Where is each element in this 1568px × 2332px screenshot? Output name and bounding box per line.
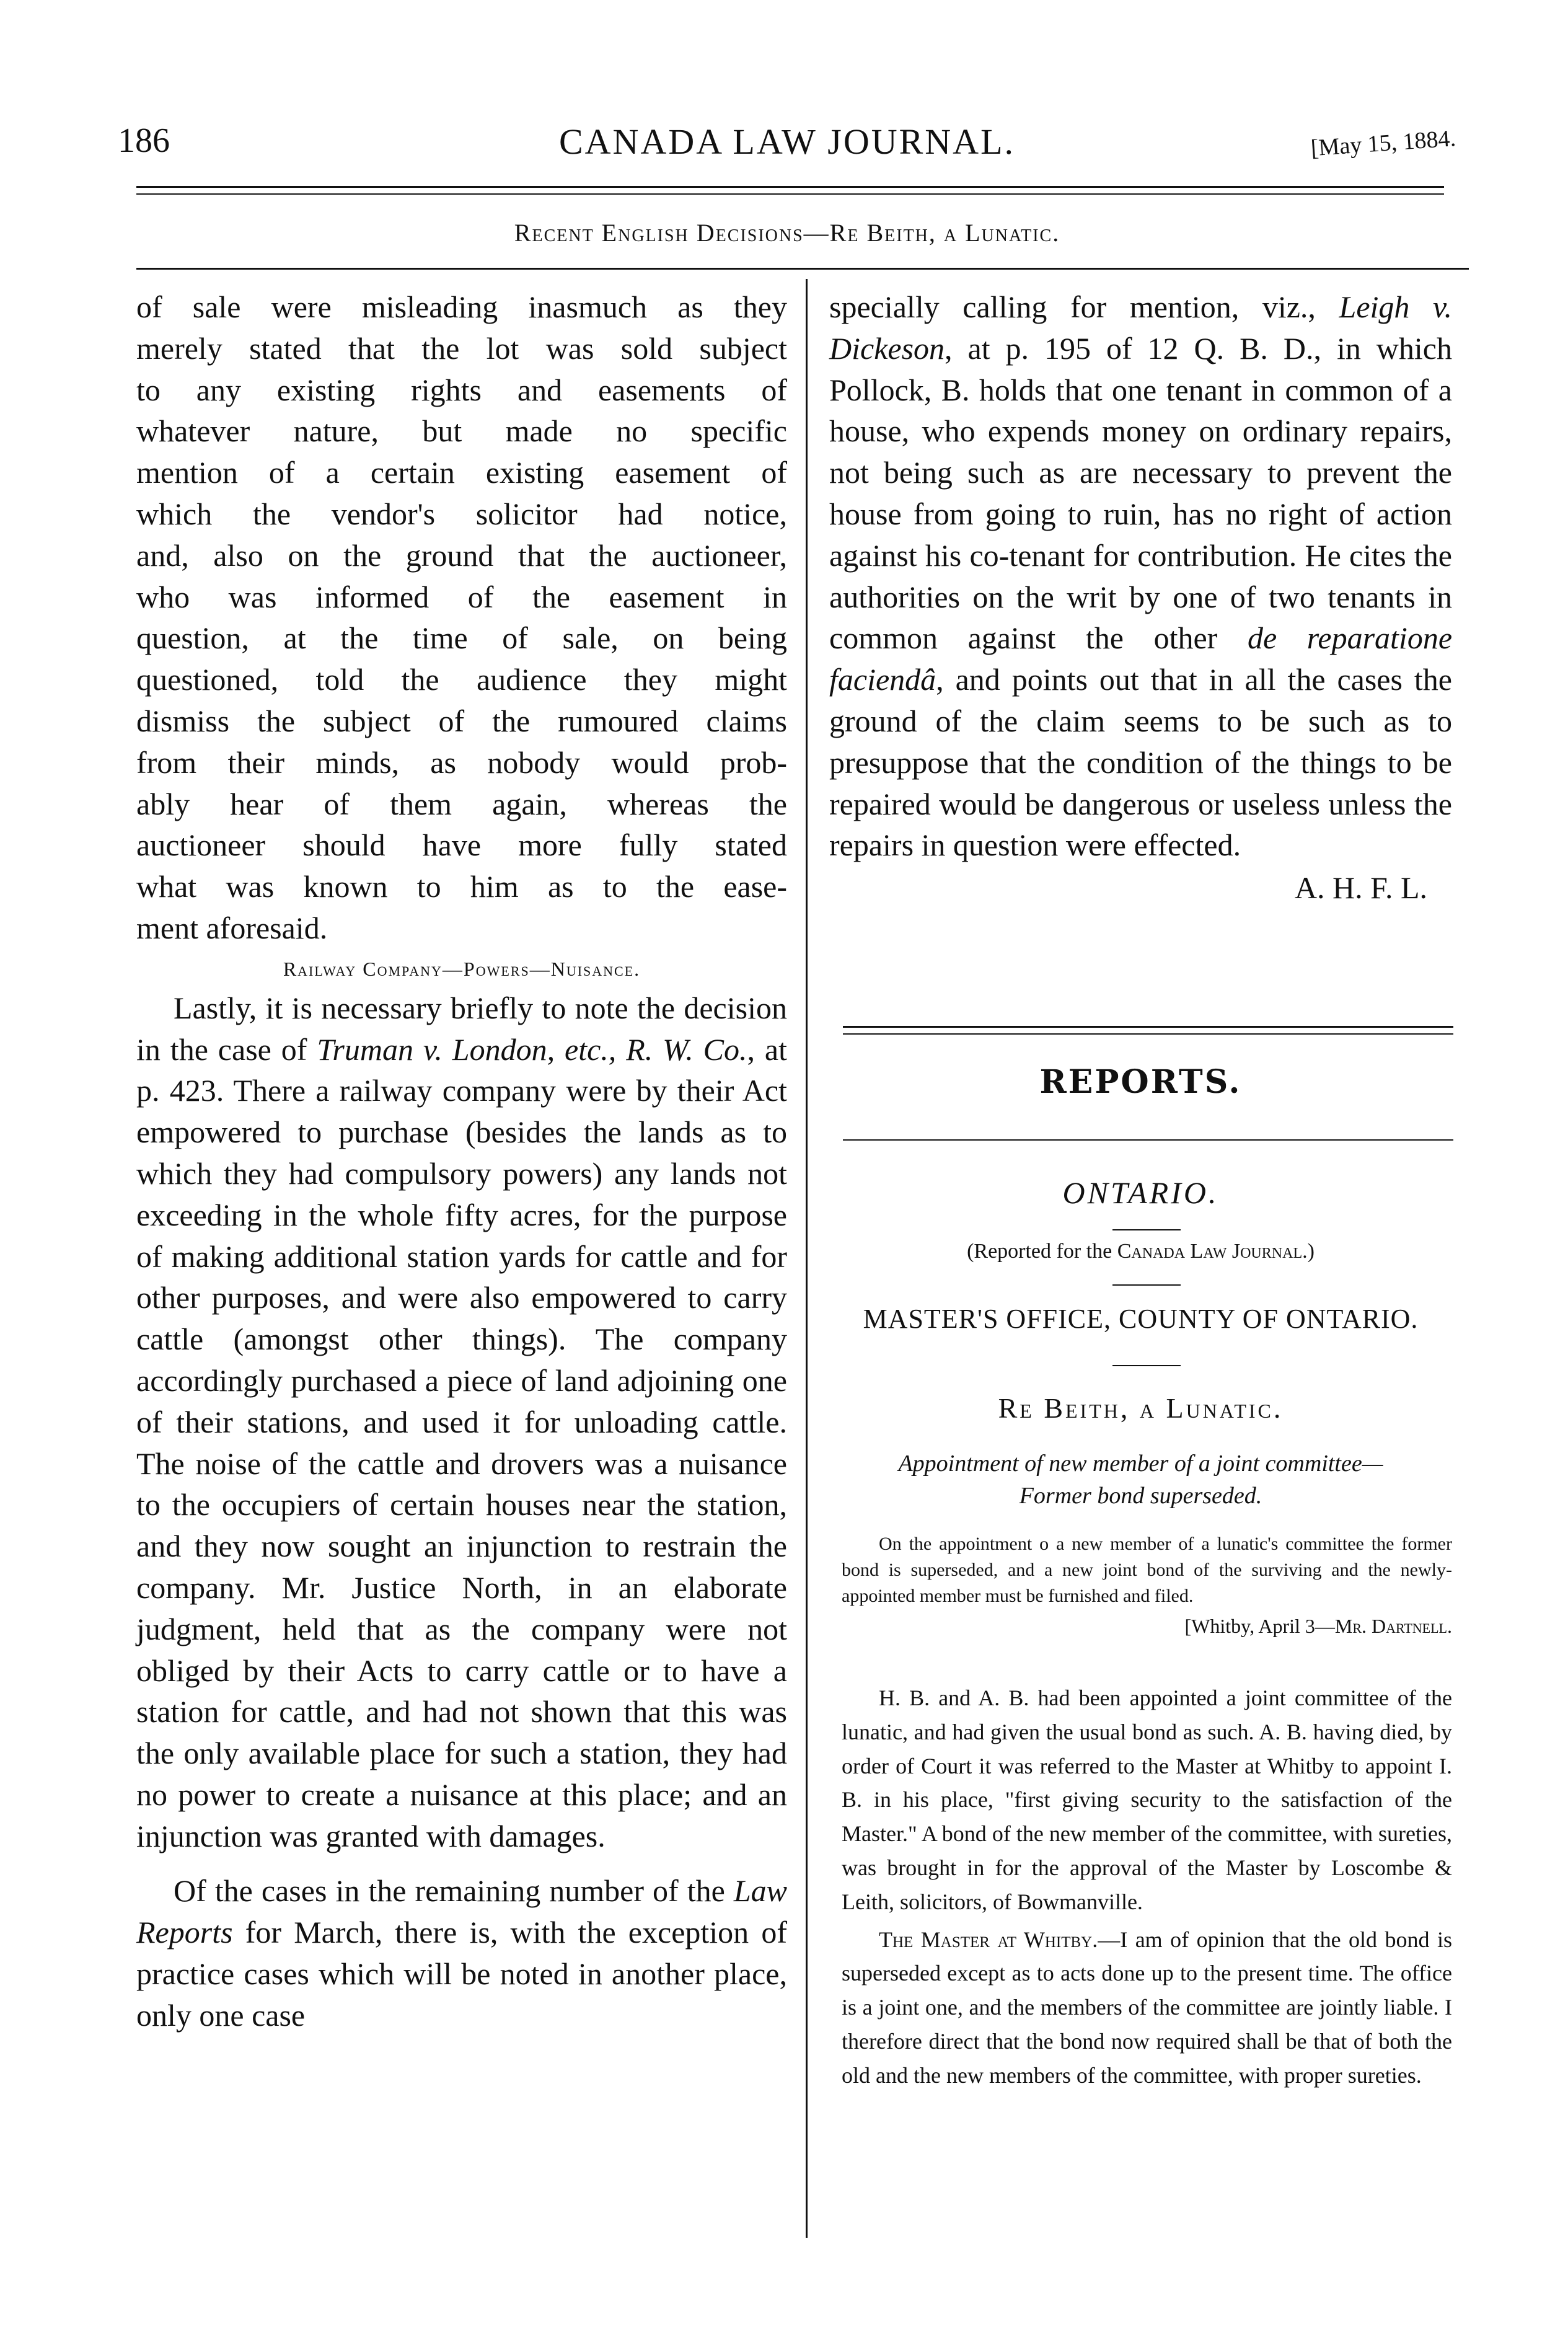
province-heading: ONTARIO. xyxy=(1062,1175,1219,1210)
reports-rule-top xyxy=(843,1026,1453,1028)
text-run: Lastly, it is necessary briefly to note the decision in the case of xyxy=(136,990,787,1067)
text-run: , at p. 195 of 12 Q. B. D., in which Pollock, B. holds that one tenant in common of a house, who expends money on ordinary repairs, not being such as are necessary to prevent the house from going to ruin, has no right of action against his co-tenant for contribution. He cites the authorities on the writ by one of two tenants in common against the other xyxy=(829,330,1452,656)
column-divider xyxy=(806,279,808,2238)
case-name: Truman v. London, etc., R. W. Co. xyxy=(317,1031,747,1067)
text-line: ably hear of them again, whereas the xyxy=(136,786,787,821)
syllabus-line: Former bond superseded. xyxy=(1019,1483,1262,1509)
text-line: from their minds, as nobody would prob- xyxy=(136,744,787,780)
court-date-line xyxy=(842,1613,1452,1639)
text-line: who was informed of the easement in xyxy=(136,579,787,614)
page-number: 186 xyxy=(118,121,170,160)
text-run: for March, there is, with the exception of practice cases which will be noted in another place, only one case xyxy=(136,1915,787,2033)
text-line: question, at the time of sale, on being xyxy=(136,621,787,656)
short-rule xyxy=(1112,1365,1181,1366)
paragraph-truman-case xyxy=(136,987,787,1857)
case-name: Leigh v. Dickeson xyxy=(829,289,1453,366)
subheader-rule xyxy=(136,268,1469,270)
writ-name: de reparatione faciendâ xyxy=(829,621,1453,697)
text-line: questioned, told the audience they might xyxy=(136,662,787,697)
left-column xyxy=(136,286,787,2036)
text-line: and, also on the ground that the auctioneer, xyxy=(136,537,787,573)
header-rule-top xyxy=(136,186,1444,188)
author-signature: A. H. F. L. xyxy=(1294,870,1427,906)
text-run: (Reported for the xyxy=(967,1240,1117,1263)
syllabus-line: Appointment of new member of a joint committee— xyxy=(898,1451,1383,1477)
running-header xyxy=(118,121,1456,177)
text-line: mention of a certain existing easement of xyxy=(136,455,787,490)
court-office-heading: MASTER'S OFFICE, COUNTY OF ONTARIO. xyxy=(863,1304,1419,1334)
text-line: ment aforesaid. xyxy=(136,910,328,945)
reports-rule-bottom xyxy=(843,1033,1453,1035)
short-rule xyxy=(1112,1284,1181,1286)
journal-title: CANADA LAW JOURNAL. xyxy=(558,121,1015,162)
text-run: specially calling for mention, viz., xyxy=(829,289,1339,324)
text-line: merely stated that the lot was sold subject xyxy=(136,330,787,366)
text-line: to any existing rights and easements of xyxy=(136,372,787,407)
case-title: Re Beith, a Lunatic. xyxy=(998,1392,1284,1424)
paragraph-easement-conclusion xyxy=(136,286,787,949)
text-run: . xyxy=(1447,1615,1452,1637)
text-run: [Whitby, April 3— xyxy=(1184,1615,1335,1637)
text-line: which the vendor's solicitor had notice, xyxy=(136,496,787,531)
short-rule xyxy=(1112,1229,1181,1230)
text-line: auctioneer should have more fully stated xyxy=(136,828,787,863)
text-run: , and points out that in all the cases the ground of the claim seems to be such as to presuppose that the condition of the things to be repaired would be dangerous or useless unless the repairs in question were effected. xyxy=(829,662,1452,863)
report-judgment-paragraph xyxy=(842,1923,1452,2093)
reports-underline xyxy=(843,1139,1453,1141)
italic-title: Law Reports xyxy=(136,1873,787,1950)
text-line: of sale were misleading inasmuch as they xyxy=(136,289,787,324)
header-rule-bottom xyxy=(136,193,1444,195)
paragraph-remaining-cases xyxy=(136,1870,787,2036)
text-line: what was known to him as to the ease- xyxy=(136,869,787,904)
report-body xyxy=(842,1681,1452,2093)
text-run: —I am of opinion that the old bond is superseded except as to acts done up to the present time. The office is a joint one, and the members of the committee are jointly liable. I therefore direct that the bond now required shall be that of both the old and the new members of the committee, with proper sureties. xyxy=(842,1927,1453,2088)
reported-for-line xyxy=(829,1240,1452,1263)
judge-name: The Master at Whitby. xyxy=(879,1927,1098,1952)
text-line: dismiss the subject of the rumoured claims xyxy=(136,703,787,738)
issue-date: [May 15, 1884. xyxy=(1310,125,1456,162)
text-run: Of the cases in the remaining number of the xyxy=(174,1873,734,1909)
report-facts-paragraph: H. B. and A. B. had been appointed a joint committee of the lunatic, and had given the usual bond as such. A. B. having died, by order of Court it was referred to the Master at Whitby to appoint I. B. in his place, "first giving security to the satisfaction of the Master." A bond of the new member of the committee, with sureties, was brought in for the approval of the Master by Loscombe & Leith, solicitors, of Bowmanville. xyxy=(842,1685,1452,1914)
text-run: , at p. 423. There a railway company were by their Act empowered to purchase (besides the lands as to which they had compulsory powers) any lands not exceeding in the whole fifty acres, for the purpose of making additional station yards for cattle and for other purposes, and were also empowered to carry cattle (amongst other things). The company accordingly purchased a piece of land adjoining one of their stations, and used it for unloading cattle. The noise of the cattle and drovers was a nuisance to the occupiers of certain houses near the station, and they now sought an injunction to restrain the company. Mr. Justice North, in an elaborate judgment, held that as the company were not obliged by their Acts to carry cattle or to have a station for cattle, and had not shown that this was the only available place for such a station, they had no power to create a nuisance at this place; and an injunction was granted with damages. xyxy=(136,1031,787,1853)
reports-heading: REPORTS. xyxy=(1039,1063,1242,1101)
right-column xyxy=(829,286,1452,909)
text-line: whatever nature, but made no specific xyxy=(136,413,787,449)
case-syllabus xyxy=(829,1447,1452,1512)
paragraph-leigh-case xyxy=(829,286,1452,866)
headnote-text: On the appointment o a new member of a lunatic's committee the former bond is superseded, and a new joint bond of the surviving and the newly-appointed member must be furnished and filed. xyxy=(842,1534,1452,1606)
section-subheader: Recent English Decisions—Re Beith, a Lunatic. xyxy=(514,219,1060,247)
journal-name: Canada Law Journal xyxy=(1117,1240,1303,1263)
section-heading: Railway Company—Powers—Nuisance. xyxy=(283,957,641,980)
text-run: .) xyxy=(1302,1240,1315,1263)
master-name: Mr. Dartnell xyxy=(1334,1615,1447,1637)
case-headnote xyxy=(842,1531,1452,1639)
